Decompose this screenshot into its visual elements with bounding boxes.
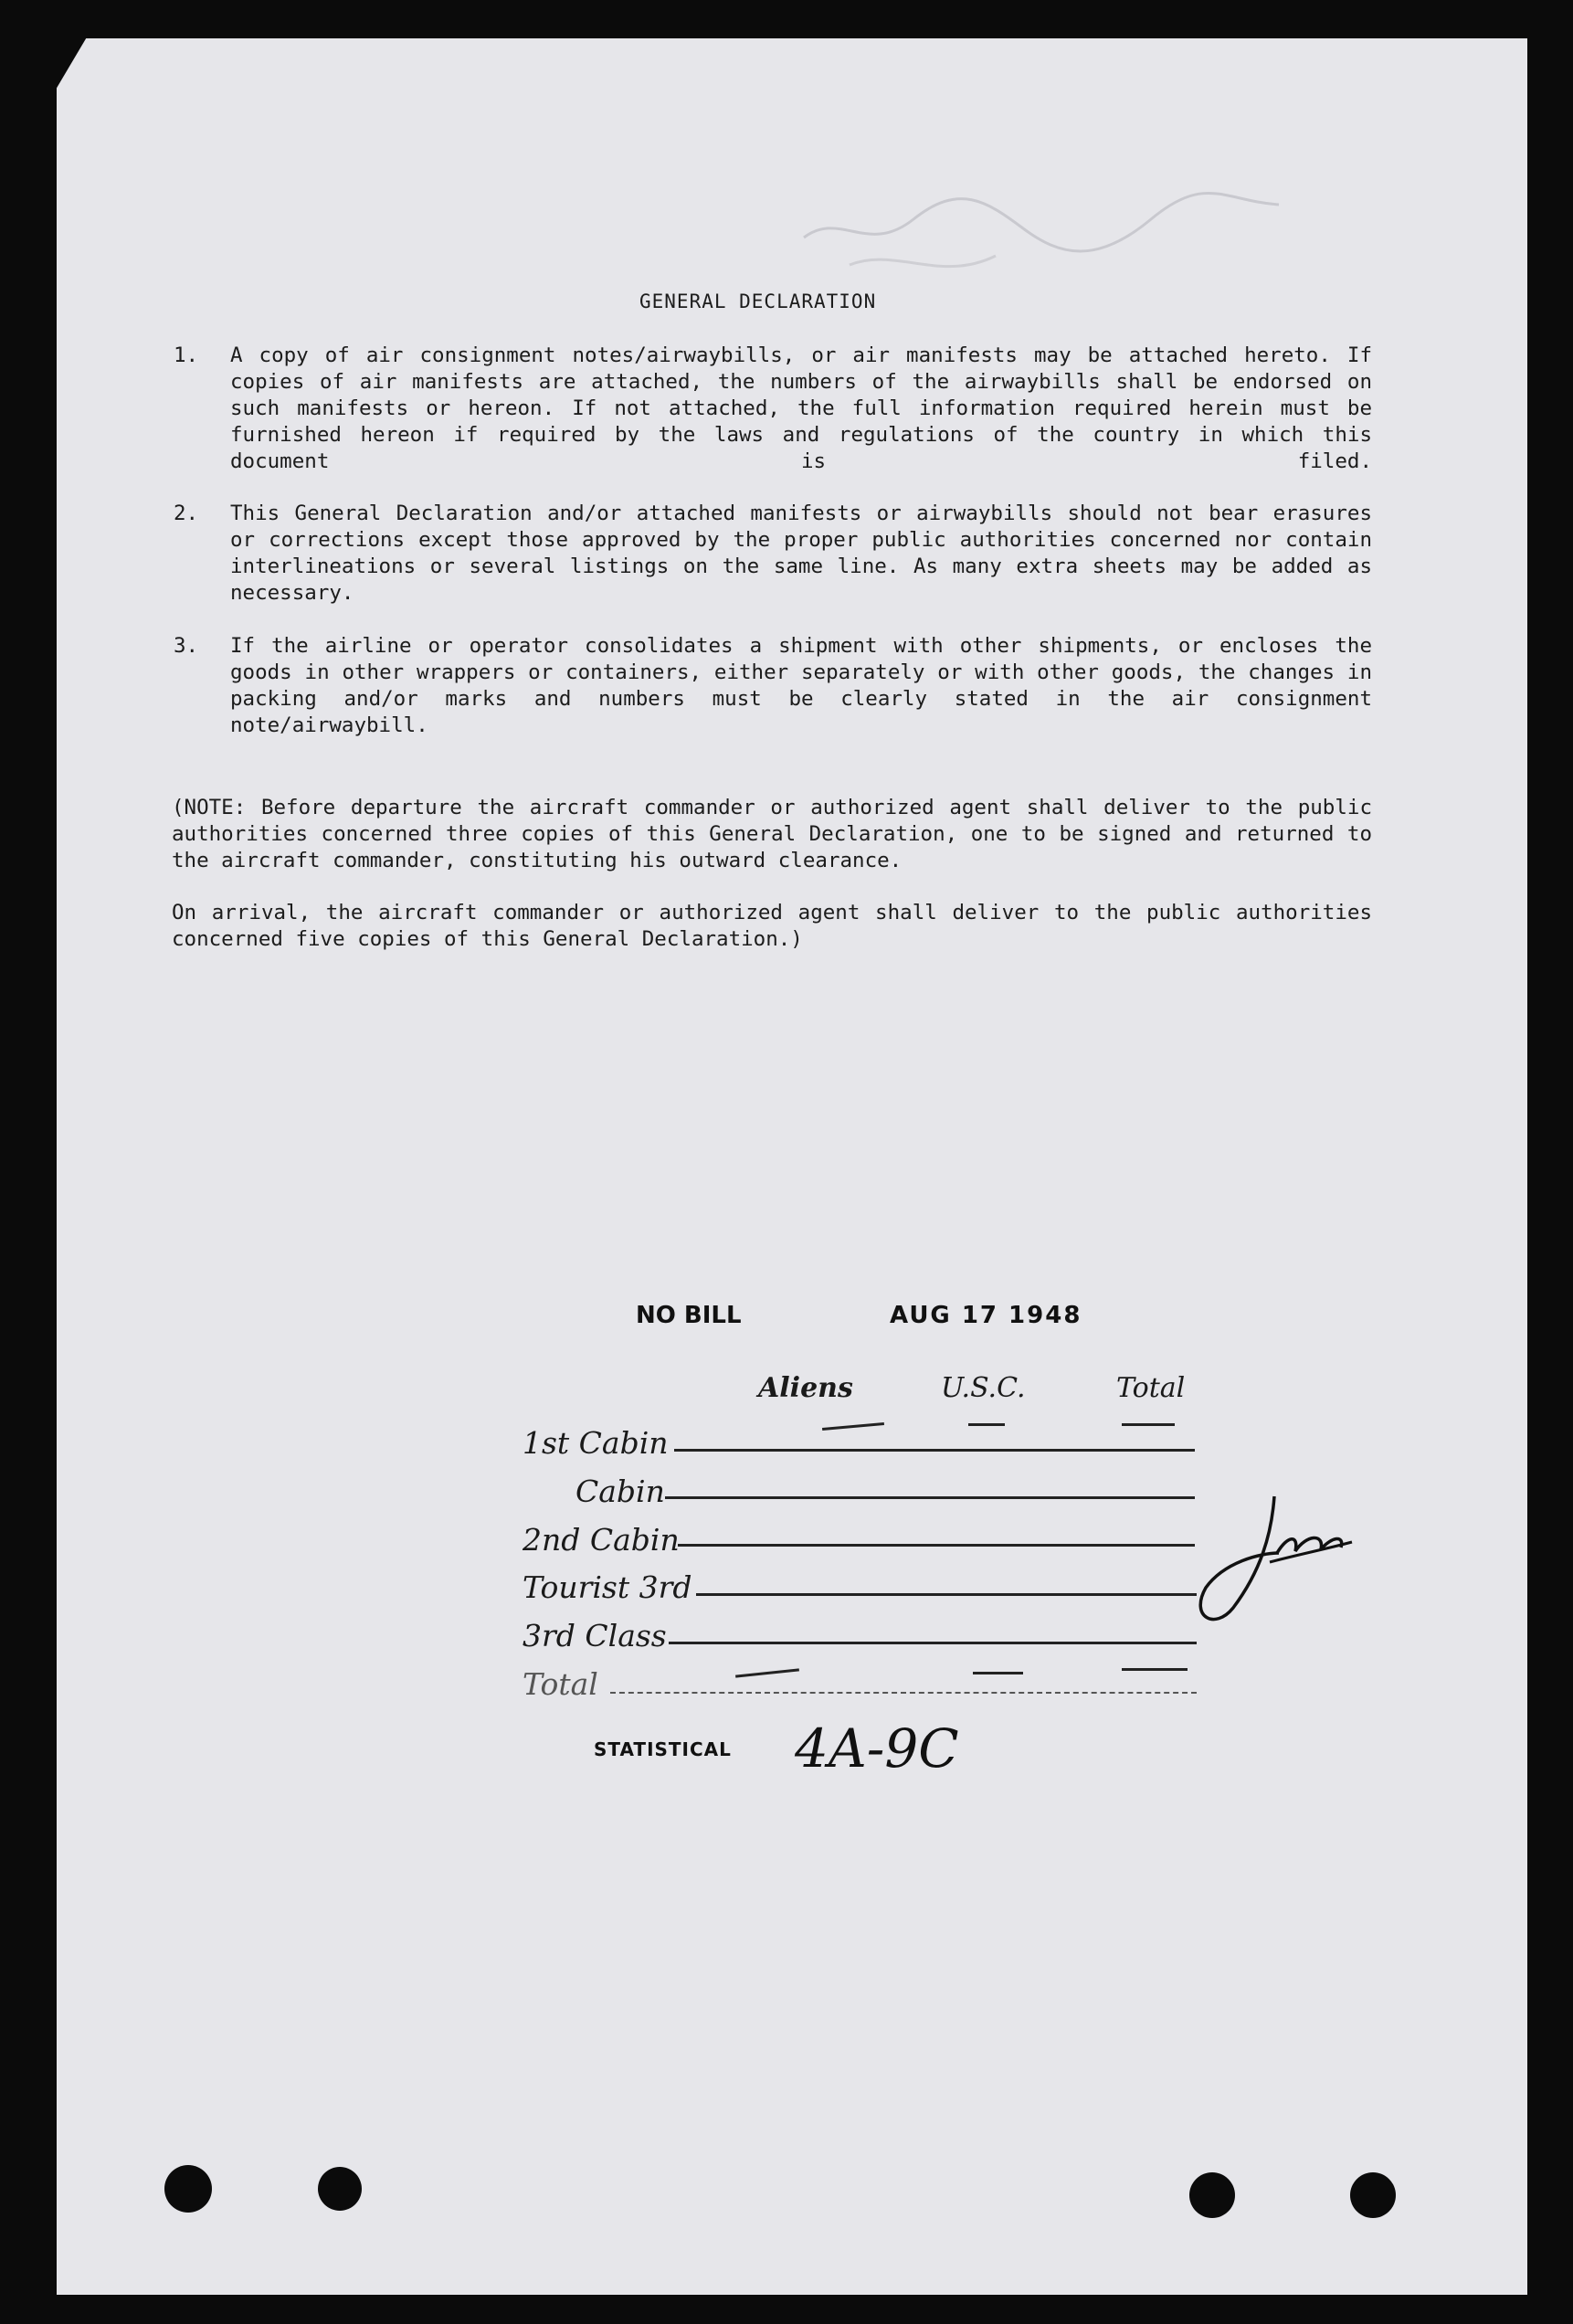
- entry-line: [674, 1449, 1195, 1452]
- item-text: This General Declaration and/or attached manifests or airwaybills should not bear erasures or corrections except those approved by the proper public authorities concerned nor contain interlineations or several listings on the same line. As many extra sheets may be added as necessary.: [230, 502, 1372, 605]
- item-text: A copy of air consignment notes/airwaybills, or air manifests may be attached hereto. If copies of air manifests are attached, the numbers of the airwaybills shall be endorsed on such manifests or hereon. If not attached, the full information required herein must be furnished hereon if required by the laws and regulations of the country in which this document is filed.: [230, 343, 1372, 473]
- tick-mark: [968, 1423, 1005, 1426]
- initials-signature: [1188, 1480, 1361, 1635]
- row-label: Total: [523, 1666, 598, 1702]
- item-number: 1.: [174, 343, 199, 367]
- row-label: 1st Cabin: [523, 1425, 669, 1461]
- row-label: Tourist 3rd: [523, 1569, 692, 1605]
- tick-mark: [1122, 1423, 1175, 1426]
- item-number: 3.: [174, 634, 199, 658]
- entry-line: [665, 1496, 1195, 1499]
- row-label: Cabin: [575, 1474, 665, 1509]
- row-label: 3rd Class: [523, 1618, 667, 1653]
- note-paragraph: (NOTE: Before departure the aircraft commander or authorized agent shall deliver to the public authorities concerned three copies of this General Declaration, one to be signed and returned to the aircraft commander, constituting his outward clearance.: [172, 796, 1372, 872]
- statistical-code: 4A-9C: [795, 1717, 959, 1780]
- arrival-paragraph: On arrival, the aircraft commander or authorized agent shall deliver to the public authorities concerned five copies of this General Declaration.): [172, 901, 1372, 951]
- column-header: U.S.C.: [941, 1372, 1026, 1404]
- entry-line: [678, 1544, 1195, 1547]
- page-title: GENERAL DECLARATION: [639, 290, 877, 312]
- list-item: [174, 633, 1372, 739]
- column-header: Total: [1116, 1372, 1186, 1404]
- date-stamp: AUG 17 1948: [890, 1302, 1082, 1329]
- no-bill-stamp: NO BILL: [636, 1302, 742, 1329]
- list-item: [174, 343, 1372, 475]
- list-item: [174, 501, 1372, 607]
- entry-line: [696, 1593, 1197, 1596]
- statistical-label: STATISTICAL: [594, 1738, 732, 1760]
- punch-hole: [1189, 2172, 1235, 2218]
- tick-mark: [973, 1672, 1023, 1674]
- punch-hole: [164, 2165, 212, 2213]
- faint-scribble: [786, 183, 1297, 292]
- entry-line: [610, 1692, 1197, 1694]
- item-text: If the airline or operator consolidates a shipment with other shipments, or encloses the goods in other wrappers or containers, either separately or with other goods, the changes in packing and/or marks and numbers must be clearly stated in the air consignment note/airwaybill.: [230, 634, 1372, 737]
- column-header: Aliens: [758, 1372, 853, 1404]
- tick-mark: [1122, 1668, 1188, 1671]
- entry-line: [669, 1642, 1197, 1644]
- item-number: 2.: [174, 502, 199, 525]
- row-label: 2nd Cabin: [523, 1522, 680, 1558]
- punch-hole: [1350, 2172, 1396, 2218]
- punch-hole: [318, 2167, 362, 2211]
